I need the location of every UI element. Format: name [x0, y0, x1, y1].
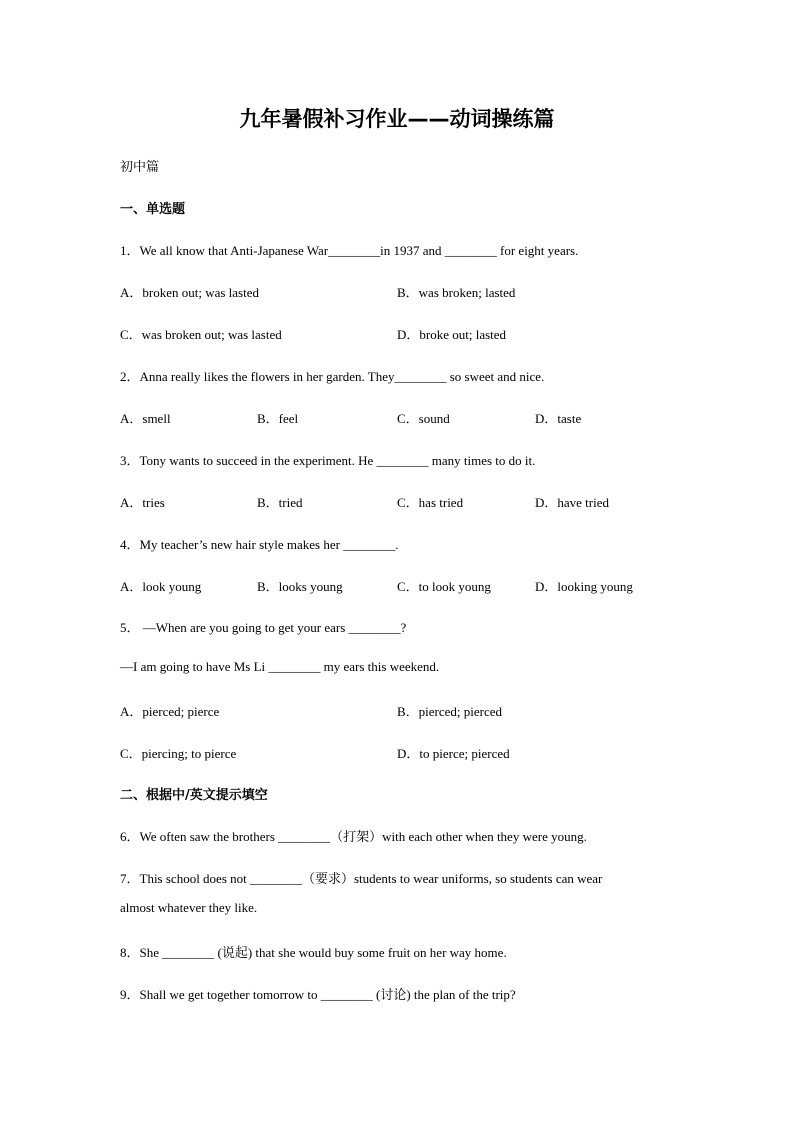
question-8: 8．She ________ (说起) that she would buy some fruit on her way home.	[120, 945, 507, 960]
question-1-option-a: A．broken out; was lasted	[120, 285, 260, 300]
question-5-option-a: A．pierced; pierce	[120, 704, 220, 719]
question-4-option-c: C．to look young	[397, 579, 491, 594]
question-2-option-c: C．sound	[397, 411, 450, 426]
question-2-option-a: A．smell	[120, 411, 171, 426]
question-5-stem-reply: —I am going to have Ms Li ________ my ears this weekend.	[120, 659, 440, 674]
question-2-option-d: D．taste	[535, 411, 582, 426]
question-4-option-a: A．look young	[120, 579, 202, 594]
question-4-option-d: D．looking young	[535, 579, 633, 594]
section-heading-single-choice: 一、单选题	[120, 202, 186, 217]
question-5-stem: 5． —When are you going to get your ears ________?	[120, 620, 407, 635]
question-5-option-b: B．pierced; pierced	[397, 704, 503, 719]
question-7: 7．This school does not ________（要求）students to wear uniforms, so students can wear	[120, 871, 603, 886]
question-1-stem: 1．We all know that Anti-Japanese War________in 1937 and ________ for eight years.	[120, 243, 579, 258]
question-1-option-d: D．broke out; lasted	[397, 327, 507, 342]
question-2-stem: 2．Anna really likes the flowers in her garden. They________ so sweet and nice.	[120, 369, 545, 384]
page-title: 九年暑假补习作业——动词操练篇	[239, 107, 555, 131]
question-5-option-c: C．piercing; to pierce	[120, 746, 237, 761]
question-5-option-d: D．to pierce; pierced	[397, 746, 510, 761]
question-3-option-a: A．tries	[120, 495, 165, 510]
question-1-option-c: C．was broken out; was lasted	[120, 327, 282, 342]
subtitle: 初中篇	[120, 160, 160, 175]
section-heading-fill-blank: 二、根据中/英文提示填空	[120, 788, 268, 803]
question-3-option-d: D．have tried	[535, 495, 610, 510]
question-3-option-c: C．has tried	[397, 495, 464, 510]
question-2-option-b: B．feel	[257, 411, 299, 426]
question-3-option-b: B．tried	[257, 495, 303, 510]
question-7-continued: almost whatever they like.	[120, 900, 258, 915]
question-3-stem: 3．Tony wants to succeed in the experiment. He ________ many times to do it.	[120, 453, 536, 468]
question-4-option-b: B．looks young	[257, 579, 343, 594]
question-6: 6．We often saw the brothers ________（打架）with each other when they were young.	[120, 829, 587, 844]
question-1-option-b: B．was broken; lasted	[397, 285, 516, 300]
question-4-stem: 4．My teacher’s new hair style makes her ________.	[120, 537, 399, 552]
question-9: 9．Shall we get together tomorrow to ________ (讨论) the plan of the trip?	[120, 987, 516, 1002]
